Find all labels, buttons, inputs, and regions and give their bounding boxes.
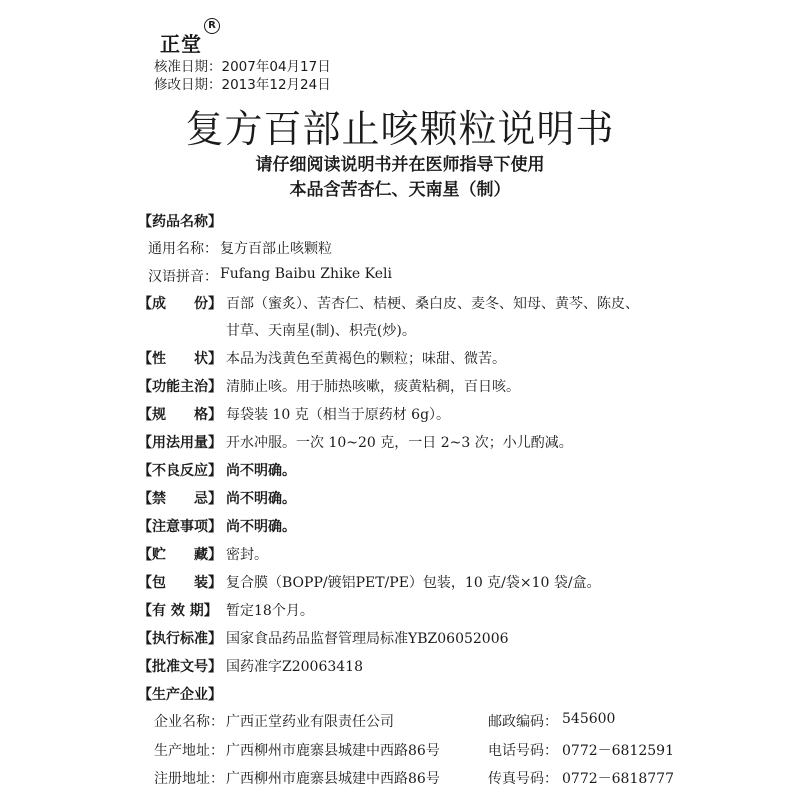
postcode-label: 邮政编码： <box>488 714 558 730</box>
section-properties-label: 【性 状】 <box>138 351 222 367</box>
brand-logo: 正堂 <box>160 32 202 56</box>
ingredients-line-2: 甘草、天南星(制)、枳壳(炒)。 <box>226 323 416 339</box>
package-value: 复合膜（BOPP/镀铝PET/PE）包装，10 克/袋×10 袋/盒。 <box>226 575 601 591</box>
indications-value: 清肺止咳。用于肺热咳嗽，痰黄粘稠，百日咳。 <box>226 379 520 395</box>
postcode-value: 545600 <box>562 711 616 727</box>
properties-value: 本品为浅黄色至黄褐色的颗粒；味甜、微苦。 <box>226 351 506 367</box>
production-address-value: 广西柳州市鹿寨县城建中西路86号 <box>226 743 440 759</box>
revision-date: 修改日期：2013年12月24日 <box>154 77 331 93</box>
company-name-label: 企业名称： <box>154 714 224 730</box>
section-validity-label: 【有 效 期】 <box>138 603 218 619</box>
contraindications-value: 尚不明确。 <box>226 491 296 507</box>
section-contraindications-label: 【禁 忌】 <box>138 491 222 507</box>
section-standard-label: 【执行标准】 <box>138 631 222 647</box>
adverse-value: 尚不明确。 <box>226 463 296 479</box>
section-approval-number-label: 【批准文号】 <box>138 659 222 675</box>
precautions-value: 尚不明确。 <box>226 519 296 535</box>
generic-name-label: 通用名称： <box>148 241 218 257</box>
section-drug-name: 【药品名称】 <box>138 214 222 230</box>
pinyin-value: Fufang Baibu Zhike Keli <box>220 266 392 282</box>
section-package-label: 【包 装】 <box>138 575 222 591</box>
section-indications-label: 【功能主治】 <box>138 379 222 395</box>
specification-value: 每袋装 10 克（相当于原药材 6g）。 <box>226 407 451 423</box>
usage-notice: 请仔细阅读说明书并在医师指导下使用 <box>255 155 545 175</box>
production-address-label: 生产地址： <box>154 743 224 759</box>
validity-value: 暂定18个月。 <box>226 603 314 619</box>
fax-label: 传真号码： <box>488 771 558 787</box>
page-title: 复方百部止咳颗粒说明书 <box>185 107 615 151</box>
phone-label: 电话号码： <box>488 743 558 759</box>
fax-value: 0772－6818777 <box>562 771 674 787</box>
approval-date: 核准日期：2007年04月17日 <box>154 59 331 75</box>
registered-address-value: 广西柳州市鹿寨县城建中西路86号 <box>226 771 440 787</box>
section-manufacturer: 【生产企业】 <box>138 687 222 703</box>
dosage-value: 开水冲服。一次 10~20 克，一日 2~3 次；小儿酌减。 <box>226 435 573 451</box>
section-ingredients-label: 【成 份】 <box>138 296 222 312</box>
phone-value: 0772－6812591 <box>562 743 674 759</box>
ingredients-line-1: 百部（蜜炙）、苦杏仁、桔梗、桑白皮、麦冬、知母、黄芩、陈皮、 <box>226 296 639 312</box>
section-storage-label: 【贮 藏】 <box>138 547 222 563</box>
registered-address-label: 注册地址： <box>154 771 224 787</box>
section-precautions-label: 【注意事项】 <box>138 519 222 535</box>
storage-value: 密封。 <box>226 547 268 563</box>
section-specification-label: 【规 格】 <box>138 407 222 423</box>
company-name-value: 广西正堂药业有限责任公司 <box>226 714 394 730</box>
ingredient-warning: 本品含苦杏仁、天南星（制） <box>289 180 511 200</box>
generic-name-value: 复方百部止咳颗粒 <box>220 241 332 257</box>
registered-mark-icon: R <box>204 18 220 34</box>
pinyin-label: 汉语拼音： <box>148 269 218 285</box>
approval-number-value: 国药准字Z20063418 <box>226 659 363 675</box>
section-dosage-label: 【用法用量】 <box>138 435 222 451</box>
standard-value: 国家食品药品监督管理局标准YBZ06052006 <box>226 631 509 647</box>
section-adverse-label: 【不良反应】 <box>138 463 222 479</box>
